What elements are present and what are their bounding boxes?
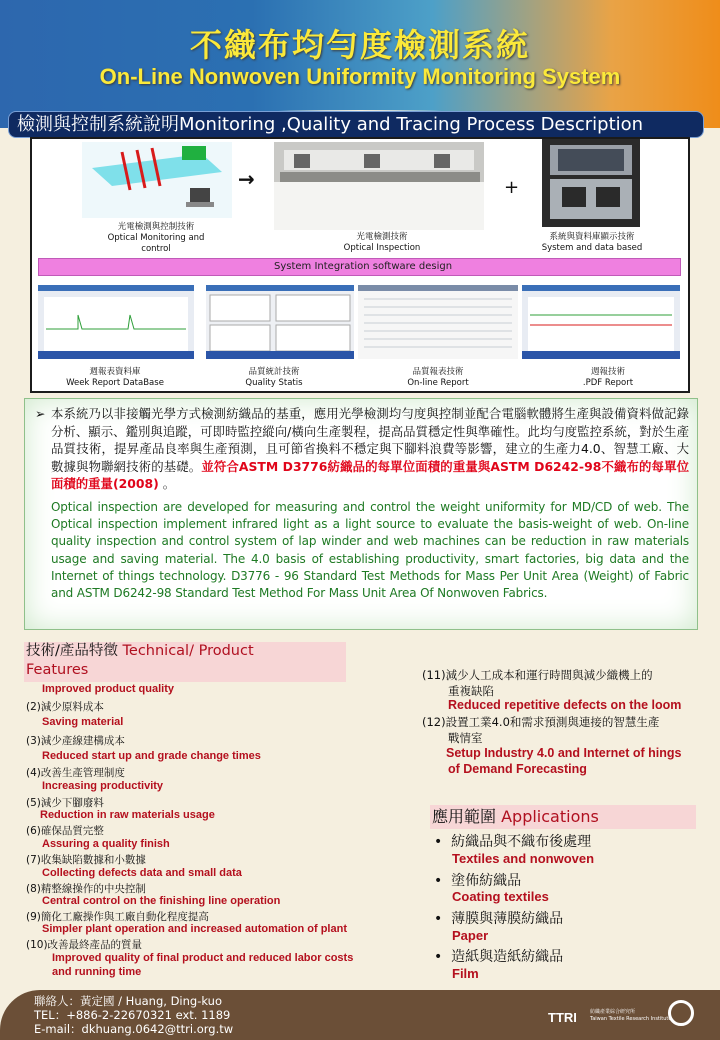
- feature-12-en: Setup Industry 4.0 and Internet of hings: [446, 746, 682, 760]
- caption-zh: 系統與資料庫顯示技術: [549, 232, 635, 242]
- caption-en: Optical Monitoring and control: [107, 233, 205, 254]
- features-heading-en: Technical/ Product: [122, 643, 254, 659]
- caption-optical-control: [96, 222, 216, 255]
- description-box: [24, 398, 698, 630]
- application-zh: 造紙與造紙紡織品: [451, 949, 564, 965]
- quality-stats-screenshot: [206, 285, 354, 359]
- feature-5-en: Reduction in raw materials usage: [40, 809, 215, 821]
- feature-11-zh: (11)減少人工成本和運行時間與減少織機上的: [422, 668, 653, 682]
- contact-person: 聯絡人：黃定國 / Huang, Ding-kuo: [34, 994, 222, 1008]
- contact-email[interactable]: E-mail：dkhuang.0642@ttri.org.tw: [34, 1022, 234, 1036]
- caption-pdf-report: [558, 367, 658, 389]
- feature-11-zh-cont: 重複缺陷: [448, 684, 494, 698]
- features-heading-en: Features: [26, 662, 89, 678]
- application-2: [434, 870, 521, 890]
- system-integration-bar: System Integration software design: [38, 258, 681, 276]
- feature-2-en: Saving material: [42, 716, 124, 728]
- caption-zh: 品質統計技術: [248, 367, 300, 377]
- application-4-en: Film: [452, 966, 479, 981]
- feature-12-zh: (12)設置工業4.0和需求預測與連接的智慧生產: [422, 715, 660, 729]
- caption-system-data: [532, 232, 652, 254]
- applications-heading: [430, 805, 696, 829]
- feature-4-en: Increasing productivity: [42, 780, 164, 792]
- caption-en: Optical Inspection: [343, 243, 421, 253]
- description-zh-main: 本系統乃以非接觸光學方式檢測紡織品的基重，應用光學檢測均勻度與控制並配合電腦軟體將生產與設備資料做記錄分析、顯示、鑑別與追蹤，可即時監控縱向/橫向生產製程，提高品質穩定性與準確性。此均勻度監控系統，對於生產品質技術，提昇產品良率與生產預測，且可節省換料不穩定與下腳料浪費等影響，建立的生產力4.0、智慧工廠、大數據與物聯網技術的基礎。: [51, 406, 689, 474]
- process-diagram: [30, 137, 690, 393]
- caption-en: Quality Statis: [245, 378, 303, 388]
- features-heading: [24, 642, 346, 682]
- contact-tel: TEL：+886-2-22670321 ext. 1189: [34, 1008, 231, 1022]
- caption-zh: 週報表資料庫: [89, 367, 141, 377]
- caption-zh: 週報技術: [590, 367, 625, 377]
- section-title-bar: 檢測與控制系統說明Monitoring ,Quality and Tracing Process Description: [8, 111, 704, 138]
- flow-arrow-icon: →: [238, 167, 255, 191]
- ttri-logo-icon: [668, 1000, 694, 1026]
- description-zh: [35, 405, 689, 493]
- feature-9-en: Simpler plant operation and increased automation of plant: [42, 923, 347, 935]
- application-3: [434, 908, 563, 928]
- bullet-icon: •: [434, 949, 443, 965]
- feature-10-en: Improved quality of final product and reduced labor costs: [52, 952, 354, 964]
- ttri-logo-text: TTRI: [548, 1010, 577, 1025]
- ttri-logo-zh: 紡織產業綜合研究所: [590, 1009, 636, 1015]
- pdf-report-screenshot: [522, 285, 680, 359]
- bullet-icon: •: [434, 873, 443, 889]
- applications-heading-zh: 應用範圍: [432, 807, 502, 826]
- page-title-zh: 不織布均勻度檢測系統: [189, 26, 530, 64]
- caption-en: Week Report DataBase: [66, 378, 164, 388]
- application-zh: 紡織品與不織布後處理: [451, 834, 592, 850]
- optical-control-illustration: [82, 142, 232, 218]
- online-report-screenshot: [358, 285, 518, 359]
- feature-4-zh: (4)改善生產管理制度: [26, 767, 125, 779]
- application-3-en: Paper: [452, 928, 489, 943]
- feature-10-en-cont: and running time: [52, 966, 142, 978]
- week-report-screenshot: [38, 285, 194, 359]
- application-1: [434, 831, 591, 851]
- applications-heading-en: Applications: [501, 807, 599, 826]
- feature-10-zh: (10)改善最終產品的質量: [26, 939, 143, 951]
- feature-3-zh: (3)減少產線建構成本: [26, 735, 125, 747]
- caption-week-report: [60, 367, 170, 389]
- optical-inspection-photo: [274, 142, 484, 230]
- application-1-en: Textiles and nonwoven: [452, 851, 595, 866]
- application-zh: 薄膜與薄膜紡織品: [451, 911, 564, 927]
- caption-en: .PDF Report: [582, 378, 634, 388]
- system-database-photo: [542, 139, 640, 227]
- caption-quality-statis: [224, 367, 324, 389]
- feature-2-zh: (2)減少原料成本: [26, 701, 104, 713]
- feature-1-en: Improved product quality: [42, 683, 175, 695]
- feature-7-en: Collecting defects data and small data: [42, 867, 242, 879]
- application-2-en: Coating textiles: [452, 889, 549, 904]
- ttri-logo-subtitle: [590, 1009, 671, 1023]
- bullet-icon: •: [434, 911, 443, 927]
- feature-6-zh: (6)確保品質完整: [26, 825, 104, 837]
- page-title-en: On-Line Nonwoven Uniformity Monitoring System: [99, 64, 621, 89]
- caption-zh: 光電檢測技術: [356, 232, 408, 242]
- description-zh-standards: 並符合ASTM D3776紡織品的每單位面積的重量與ASTM D6242-98不織布的每單位面積的重量(2008): [51, 458, 689, 492]
- description-zh-end: 。: [158, 476, 176, 492]
- bullet-icon: •: [434, 834, 443, 850]
- caption-zh: 品質報表技術: [412, 367, 464, 377]
- feature-11-en: Reduced repetitive defects on the loom: [448, 698, 682, 712]
- feature-5-zh: (5)減少下腳廢料: [26, 797, 104, 809]
- application-zh: 塗佈紡織品: [451, 873, 522, 889]
- caption-zh: 光電檢測與控制技術: [117, 222, 195, 232]
- caption-en: System and data based: [541, 243, 643, 253]
- feature-9-zh: (9)簡化工廠操作與工廠自動化程度提高: [26, 911, 209, 923]
- ttri-logo-en: Taiwan Textile Research Institute: [590, 1016, 672, 1022]
- description-en: Optical inspection are developed for measuring and control the weight uniformity for MD/CD of web. The Optical inspection implement infrared light as a light source to evaluate the basis-weight of web. On-line quality inspection and control system of lap winder and web machines can be reduction in raw materials usage and saving material. The 4.0 basis of establishing productivity, smart factories, big data and the Internet of things technology. D3776 - 96 Standard Test Methods for Mass Per Unit Area (Weight) of Fabric and ASTM D6242-98 Standard Test Method For Mass Unit Area Of Nonwoven Fabrics.: [51, 499, 689, 600]
- feature-6-en: Assuring a quality finish: [42, 838, 170, 850]
- features-heading-zh: 技術/產品特徵: [26, 643, 123, 659]
- feature-12-en-cont: of Demand Forecasting: [448, 762, 587, 776]
- feature-8-en: Central control on the finishing line operation: [42, 895, 281, 907]
- feature-12-zh-cont: 戰情室: [448, 731, 483, 745]
- feature-8-zh: (8)精整線操作的中央控制: [26, 883, 146, 895]
- arrow-bullet-icon: ➢: [35, 406, 46, 421]
- application-4: [434, 946, 563, 966]
- feature-7-zh: (7)收集缺陷數據和小數據: [26, 854, 146, 866]
- feature-3-en: Reduced start up and grade change times: [42, 750, 261, 762]
- caption-en: On-line Report: [407, 378, 469, 388]
- plus-icon: +: [504, 177, 520, 198]
- caption-online-report: [388, 367, 488, 389]
- caption-optical-inspection: [332, 232, 432, 254]
